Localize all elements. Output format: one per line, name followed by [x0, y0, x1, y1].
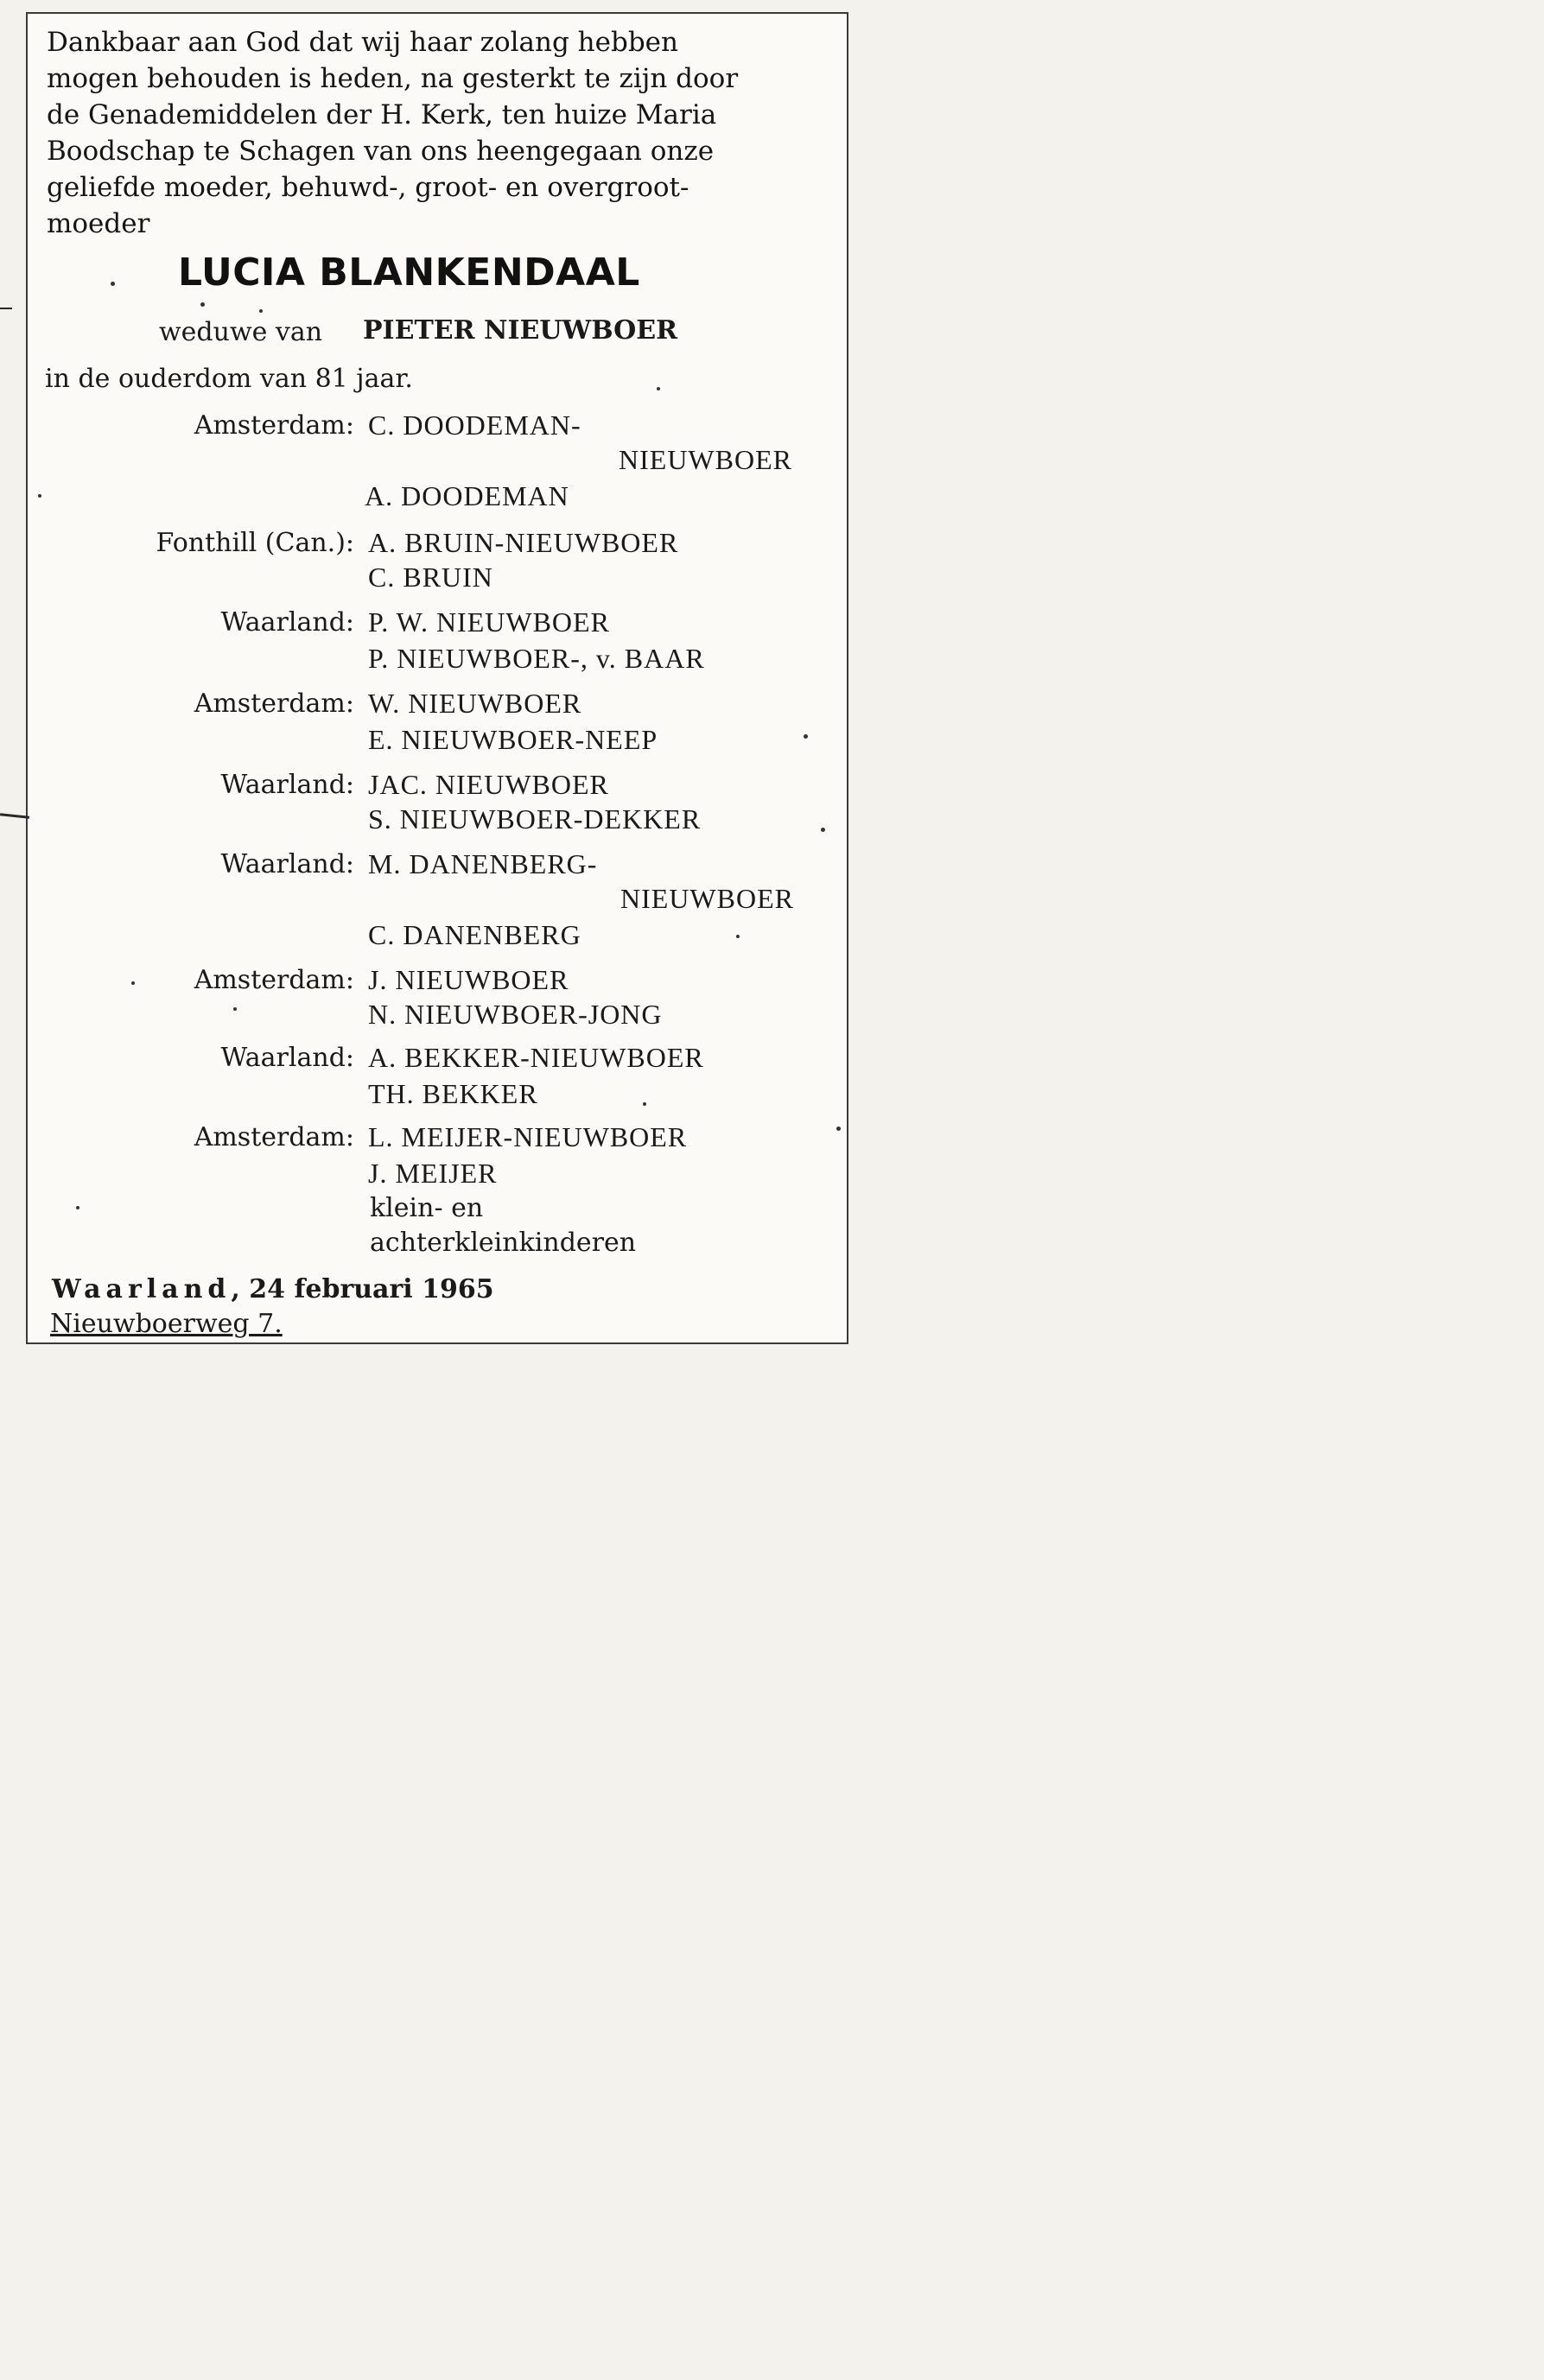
mourner-name: W. NIEUWBOER: [368, 688, 582, 719]
scan-speck: [38, 494, 41, 498]
scan-speck: [821, 828, 825, 832]
scan-speck: [259, 309, 263, 313]
scan-speck: [200, 302, 205, 307]
place-amsterdam-1: Amsterdam:: [194, 410, 354, 441]
scan-speck: [657, 387, 660, 390]
place-fonthill: Fonthill (Can.):: [156, 528, 354, 558]
mourner-name: A. BEKKER-NIEUWBOER: [368, 1042, 704, 1073]
mourner-name: C. BRUIN: [368, 562, 493, 593]
scan-speck: [836, 1127, 841, 1131]
scan-speck: [76, 1206, 79, 1209]
intro-line-1: Dankbaar aan God dat wij haar zolang hebben: [47, 27, 678, 58]
scan-edge-mark: [0, 813, 29, 819]
mourner-name: L. MEIJER-NIEUWBOER: [368, 1121, 688, 1152]
mourner-name: JAC. NIEUWBOER: [368, 769, 609, 800]
intro-line-5: geliefde moeder, behuwd-, groot- en overgroot-: [47, 172, 689, 203]
grandchildren-line-1: klein- en: [370, 1193, 484, 1223]
scan-speck: [233, 1007, 237, 1011]
grandchildren-line-2: achterkleinkinderen: [370, 1228, 637, 1258]
mourner-name: M. DANENBERG-: [368, 848, 598, 879]
mourner-name: P. W. NIEUWBOER: [368, 606, 610, 638]
place-amsterdam-3: Amsterdam:: [194, 965, 354, 995]
footer-date: , 24 februari 1965: [231, 1274, 494, 1304]
place-amsterdam-4: Amsterdam:: [194, 1122, 354, 1152]
age-line: in de ouderdom van 81 jaar.: [45, 364, 413, 394]
mourner-name: C. DOODEMAN-: [368, 409, 581, 441]
mourner-name: TH. BEKKER: [368, 1078, 538, 1109]
place-waarland-1: Waarland:: [220, 607, 354, 638]
mourner-name: P. NIEUWBOER-, v. BAAR: [368, 643, 705, 674]
mourner-name: S. NIEUWBOER-DEKKER: [368, 803, 702, 835]
mourner-name: NIEUWBOER: [620, 883, 794, 914]
deceased-name: LUCIA BLANKENDAAL: [178, 251, 640, 295]
place-waarland-2: Waarland:: [220, 770, 354, 800]
intro-line-2: mogen behouden is heden, na gesterkt te zijn door: [47, 63, 739, 94]
scan-speck: [643, 1102, 646, 1106]
intro-line-6: moeder: [47, 208, 150, 239]
footer-address: Nieuwboerweg 7.: [50, 1309, 283, 1339]
widow-prefix: weduwe van: [159, 317, 323, 347]
mourner-name: J. NIEUWBOER: [368, 964, 569, 995]
scan-speck: [111, 282, 115, 286]
mourner-name: N. NIEUWBOER-JONG: [368, 999, 663, 1030]
place-waarland-4: Waarland:: [220, 1043, 354, 1073]
scan-speck: [804, 734, 808, 739]
scan-edge-mark: [0, 308, 12, 309]
place-amsterdam-2: Amsterdam:: [194, 689, 354, 719]
mourner-name: E. NIEUWBOER-NEEP: [368, 724, 658, 755]
widow-of-name: PIETER NIEUWBOER: [363, 315, 678, 346]
mourner-name: A. BRUIN-NIEUWBOER: [368, 527, 679, 558]
intro-line-3: de Genademiddelen der H. Kerk, ten huize Maria: [47, 99, 717, 130]
scan-speck: [131, 981, 135, 985]
place-waarland-3: Waarland:: [220, 849, 354, 879]
mourner-name: A. DOODEMAN: [365, 480, 569, 511]
mourner-name: C. DANENBERG: [368, 919, 581, 950]
mourner-name: J. MEIJER: [368, 1158, 498, 1189]
footer-place: Waarland: [52, 1274, 232, 1304]
intro-line-4: Boodschap te Schagen van ons heengegaan onze: [47, 136, 715, 167]
scan-speck: [736, 935, 740, 938]
mourner-name: NIEUWBOER: [619, 444, 792, 475]
